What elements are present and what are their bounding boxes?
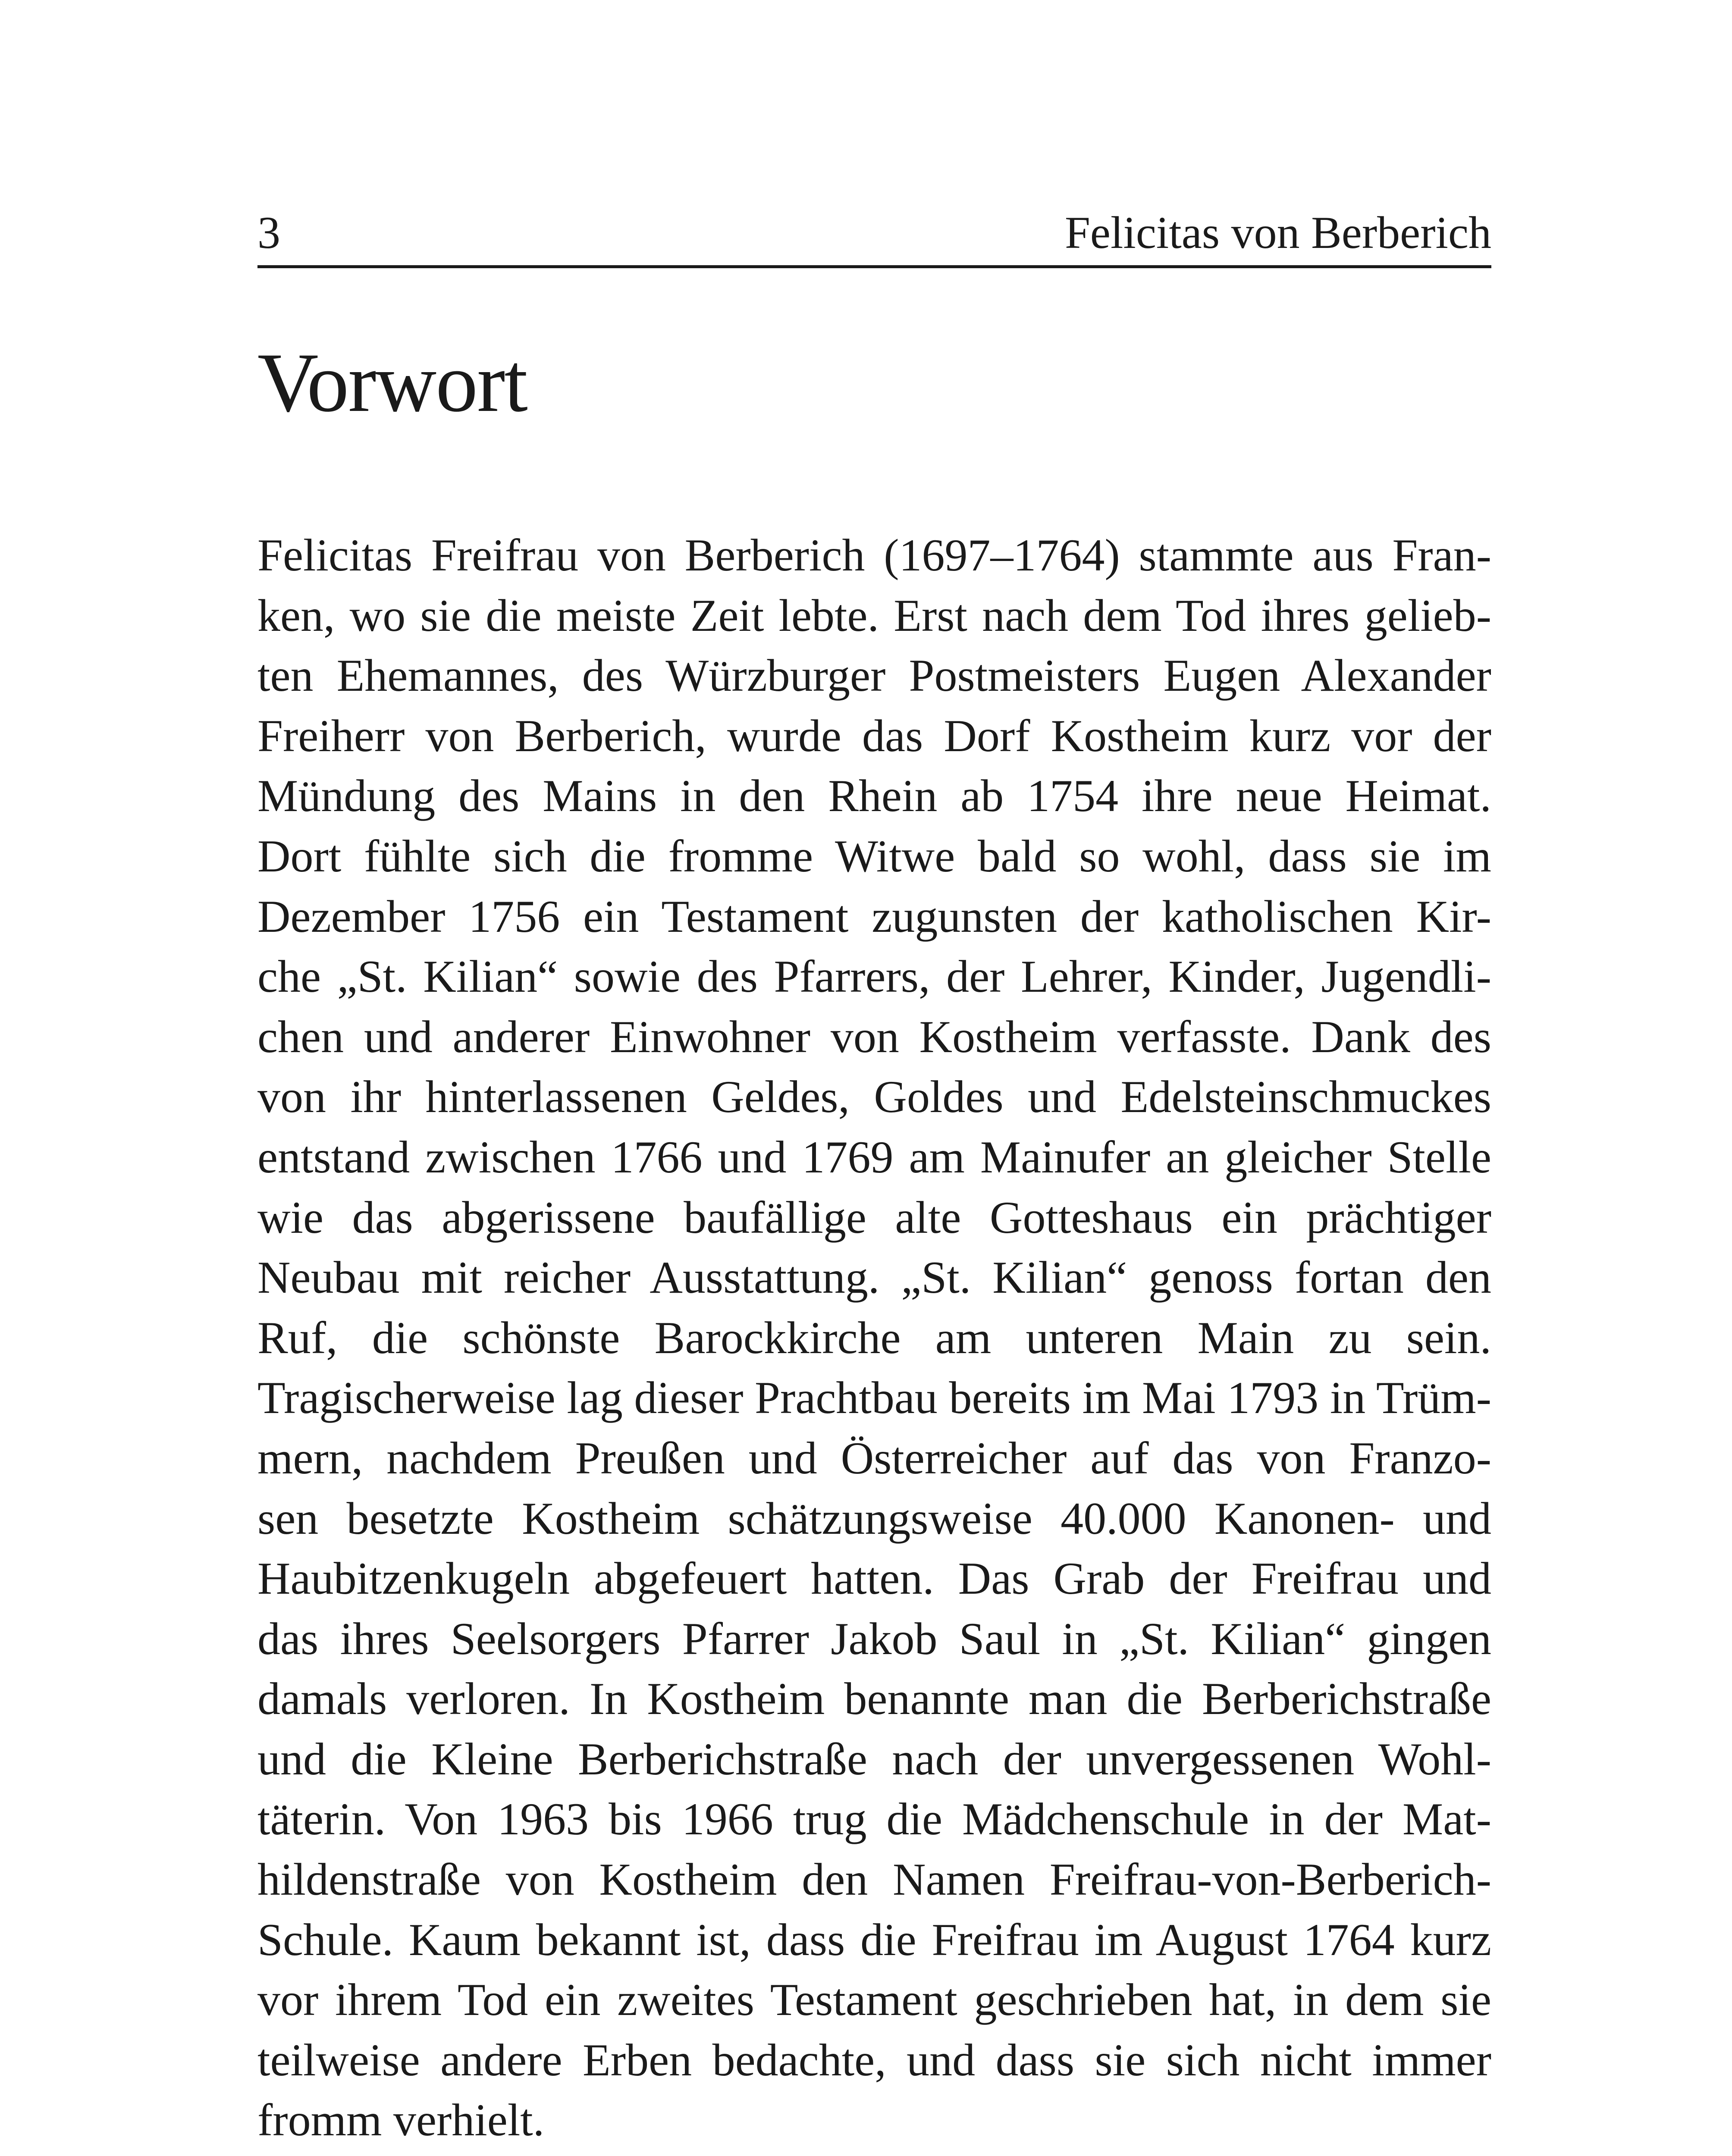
text-line: Felicitas Freifrau von Berberich (1697–1764) stammte aus Fran- (257, 530, 1491, 580)
text-line: Freiherr von Berberich, wurde das Dorf Kostheim kurz vor der (257, 710, 1491, 761)
text-line: mern, nachdem Preußen und Österreicher auf das von Franzo- (257, 1432, 1491, 1483)
text-line: teilweise andere Erben bedachte, und dass sie sich nicht immer (257, 2034, 1491, 2085)
running-header (257, 196, 1491, 268)
text-line: ken, wo sie die meiste Zeit lebte. Erst nach dem Tod ihres gelieb- (257, 590, 1491, 641)
text-line: das ihres Seelsorgers Pfarrer Jakob Saul in „St. Kilian“ gingen (257, 1613, 1491, 1664)
text-line: fromm verhielt. (257, 2095, 545, 2146)
text-line: von ihr hinterlassenen Geldes, Goldes und Edelsteinschmuckes (257, 1072, 1491, 1122)
text-line: Ruf, die schönste Barockkirche am unteren Main zu sein. (257, 1312, 1491, 1363)
text-line: chen und anderer Einwohner von Kostheim verfasste. Dank des (257, 1011, 1491, 1062)
text-line: Mündung des Mains in den Rhein ab 1754 ihre neue Heimat. (257, 771, 1491, 821)
text-line: täterin. Von 1963 bis 1966 trug die Mädchenschule in der Mat- (257, 1794, 1491, 1845)
text-line: Dort fühlte sich die fromme Witwe bald so wohl, dass sie im (257, 830, 1491, 881)
text-line: Dezember 1756 ein Testament zugunsten der katholischen Kir- (257, 891, 1491, 942)
text-line: che „St. Kilian“ sowie des Pfarrers, der Lehrer, Kinder, Jugendli- (257, 951, 1491, 1002)
text-line: damals verloren. In Kostheim benannte man die Berberichstraße (257, 1673, 1491, 1724)
body-paragraph (257, 525, 1491, 2150)
text-line: Haubitzenkugeln abgefeuert hatten. Das Grab der Freifrau und (257, 1553, 1491, 1604)
text-line: Schule. Kaum bekannt ist, dass die Freifrau im August 1764 kurz (257, 1914, 1491, 1965)
running-title: Felicitas von Berberich (1064, 207, 1491, 258)
chapter-title: Vorwort (257, 336, 527, 429)
text-line: Tragischerweise lag dieser Prachtbau bereits im Mai 1793 in Trüm- (257, 1373, 1491, 1423)
text-line: ten Ehemannes, des Würzburger Postmeisters Eugen Alexander (257, 650, 1491, 701)
text-line: wie das abgerissene baufällige alte Gotteshaus ein prächtiger (257, 1192, 1491, 1243)
text-line: sen besetzte Kostheim schätzungsweise 40.000 Kanonen- und (257, 1493, 1491, 1544)
page-number: 3 (257, 207, 280, 258)
text-line: und die Kleine Berberichstraße nach der unvergessenen Wohl- (257, 1733, 1491, 1784)
text-line: entstand zwischen 1766 und 1769 am Mainufer an gleicher Stelle (257, 1131, 1491, 1182)
text-line: hildenstraße von Kostheim den Namen Freifrau-von-Berberich- (257, 1854, 1491, 1905)
text-line: Neubau mit reicher Ausstattung. „St. Kilian“ genoss fortan den (257, 1252, 1491, 1303)
text-line: vor ihrem Tod ein zweites Testament geschrieben hat, in dem sie (257, 1974, 1491, 2025)
